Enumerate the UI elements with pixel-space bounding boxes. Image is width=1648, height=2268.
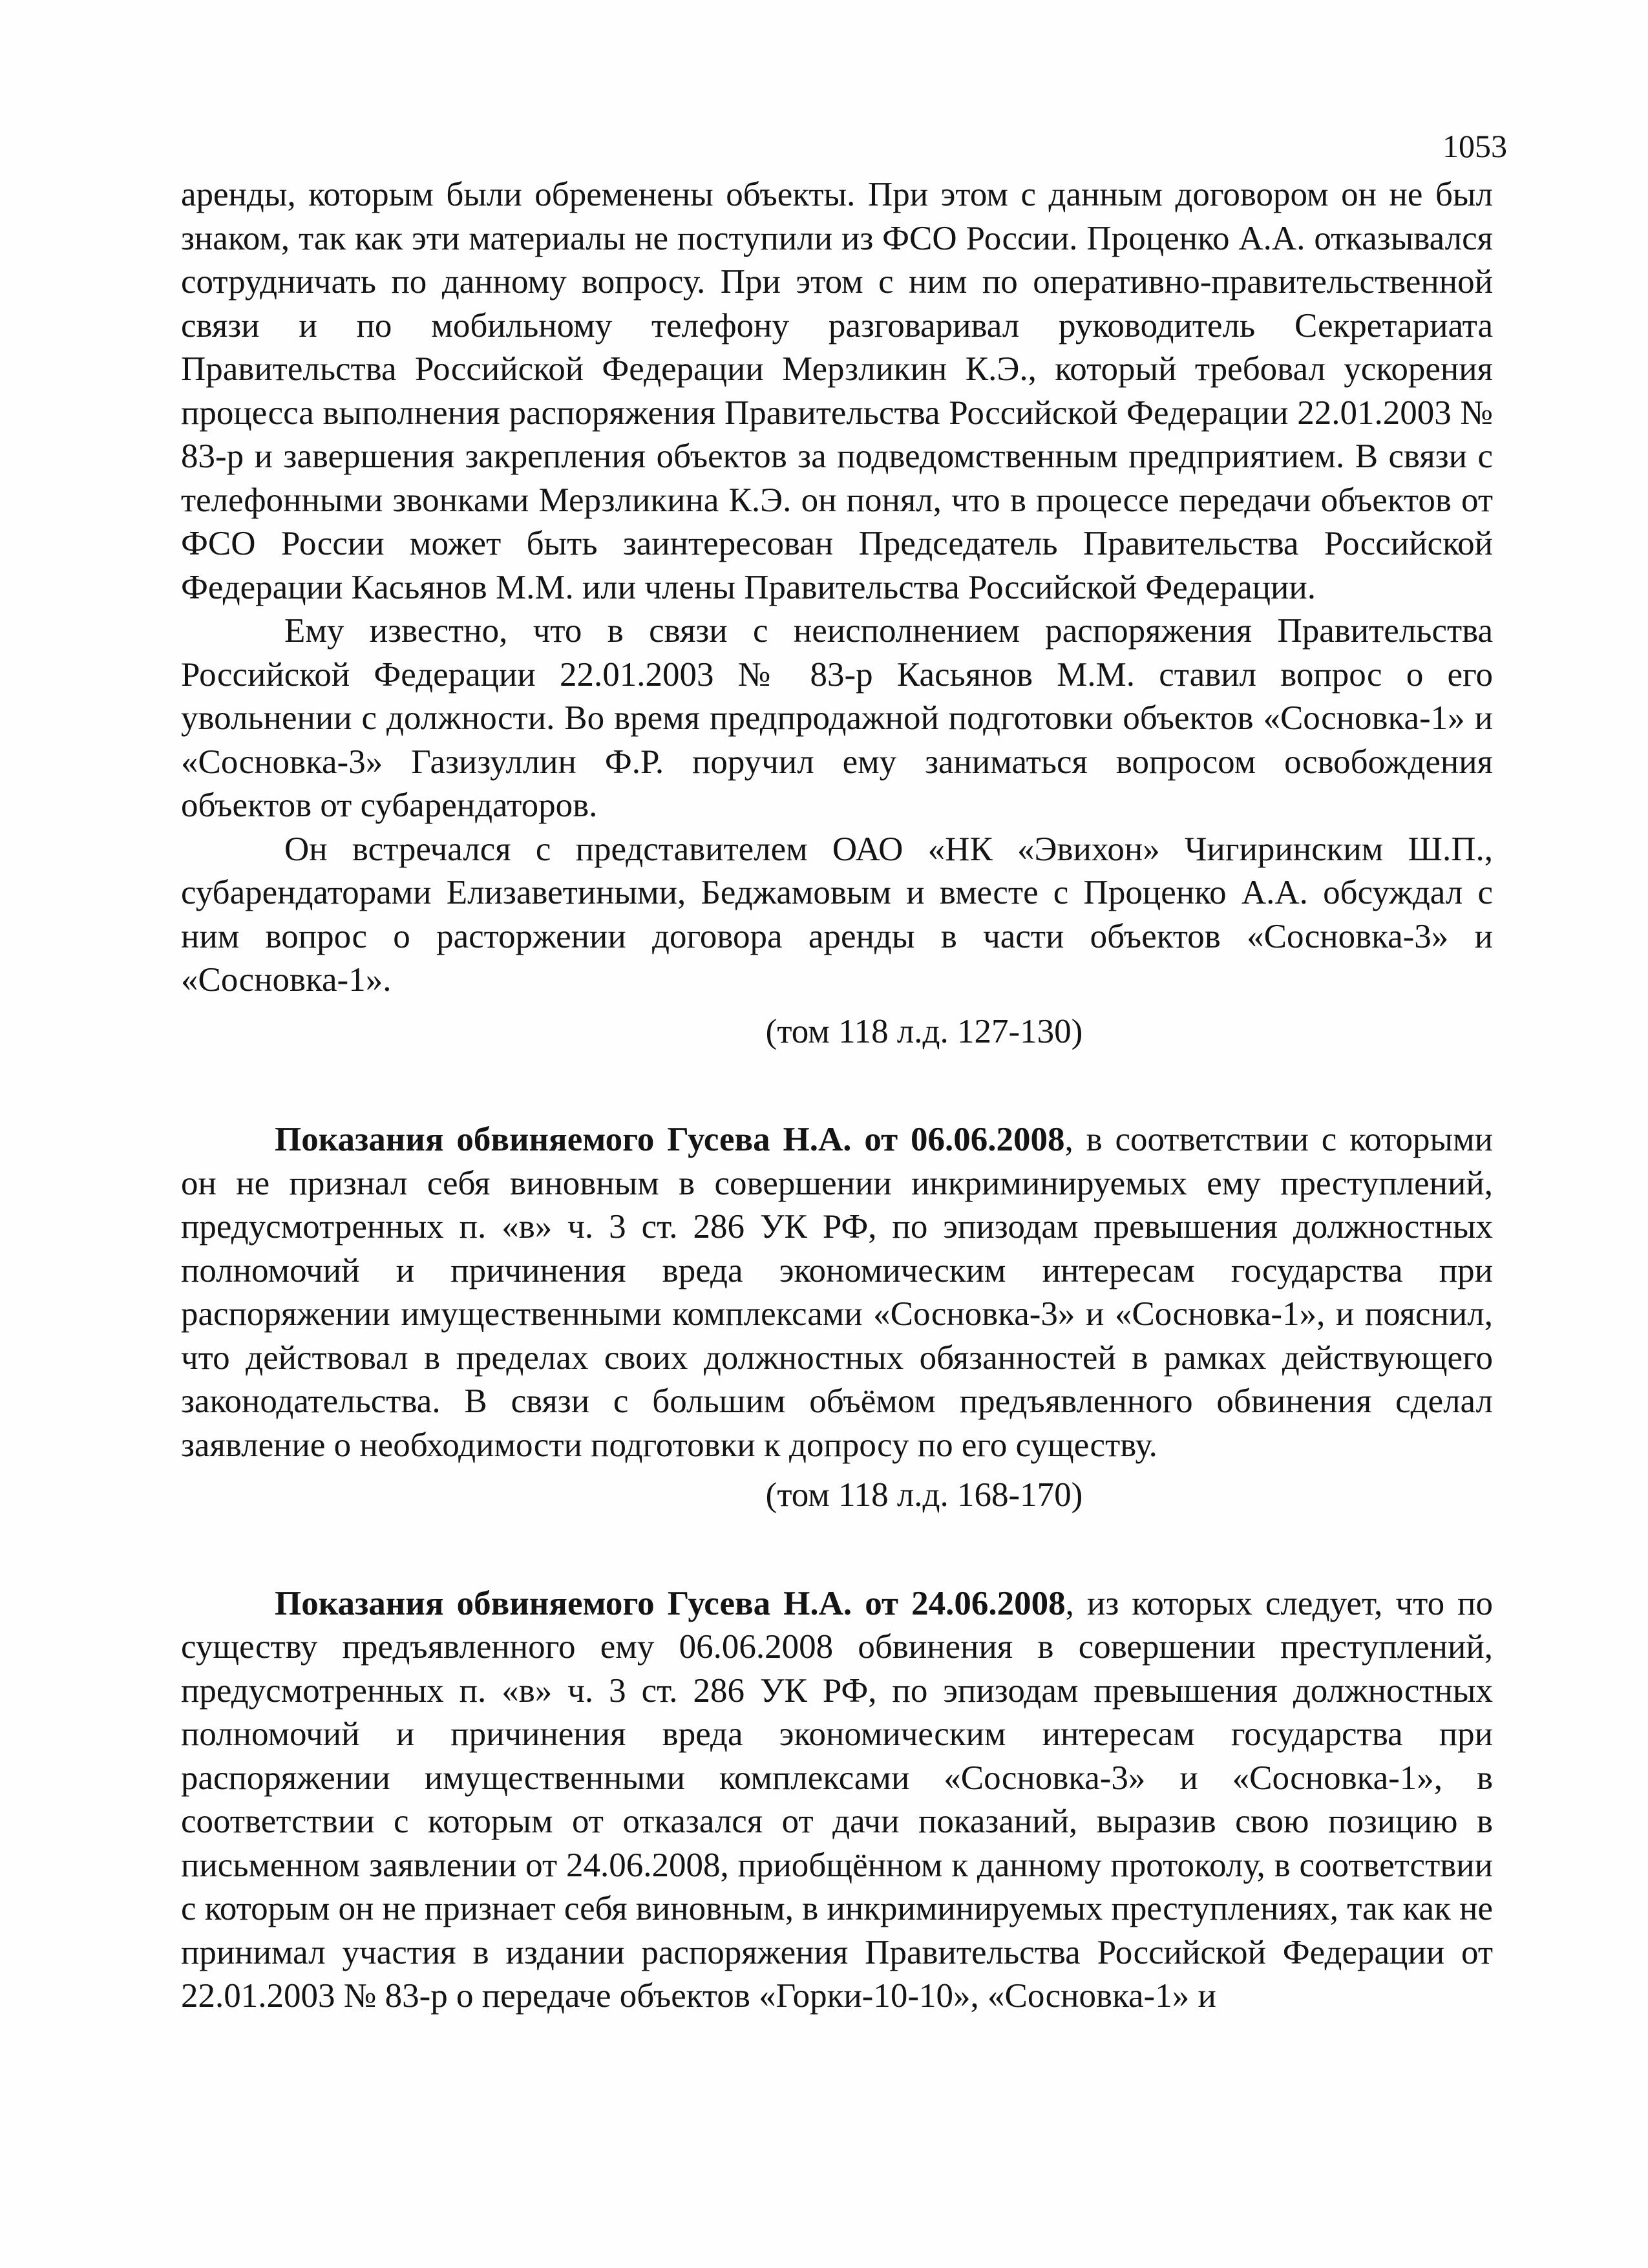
paragraph-meeting: Он встречался с представителем ОАО «НК «Эвихон» Чигиринским Ш.П., субарендаторами Елизаветиными, Беджамовым и вместе с Проценко А.А. обсуждал с ним вопрос о расторжении договора аренды в части объектов «Сосновка-3» и «Сосновка-1». xyxy=(181,830,1493,999)
testimony-1-text: , в соответствии с которыми он не признал себя виновным в совершении инкриминируемых ему преступлений, предусмотренных п. «в» ч. 3 ст. 286 УК РФ, по эпизодам превышения должностных полномочий и причинения вреда экономическим интересам государства при распоряжении имущественными комплексами «Сосновка-3» и «Сосновка-1», и пояснил, что действовал в пределах своих должностных обязанностей в рамках действующего законодательства. В связи с большим объёмом предъявленного обвинения сделал заявление о необходимости подготовки к допросу по его существу. xyxy=(181,1121,1494,1464)
paragraph-continuation: аренды, которым были обременены объекты. При этом с данным договором он не был знаком, так как эти материалы не поступили из ФСО России. Проценко А.А. отказывался сотрудничать по данному вопросу. При этом с ним по оперативно-правительственной связи и по мобильному телефону разговаривал руководитель Секретариата Правительства Российской Федерации Мерзликин К.Э., который требовал ускорения процесса выполнения распоряжения Правительства Российской Федерации 22.01.2003 № 83-р и завершения закрепления объектов за подведомственным предприятием. В связи с телефонными звонками Мерзликина К.Э. он понял, что в процессе передачи объектов от ФСО России может быть заинтересован Председатель Правительства Российской Федерации Касьянов М.М. или члены Правительства Российской Федерации. xyxy=(181,176,1493,606)
testimony-paragraph-1 xyxy=(181,1118,1493,1467)
paragraph-dismissal: Ему известно, что в связи с неисполнением распоряжения Правительства Российской Федерации 22.01.2003 № 83-р Касьянов М.М. ставил вопрос о его увольнении с должности. Во время предпродажной подготовки объектов «Сосновка-1» и «Сосновка-3» Газизуллин Ф.Р. поручил ему заниматься вопросом освобождения объектов от субарендаторов. xyxy=(181,612,1493,824)
testimony-1-heading: Показания обвиняемого Гусева Н.А. от 06.06.2008 xyxy=(275,1121,1065,1158)
source-reference-1: (том 118 л.д. 127-130) xyxy=(765,1012,1083,1050)
section-gap xyxy=(181,1518,1493,1582)
source-reference-2: (том 118 л.д. 168-170) xyxy=(765,1476,1083,1514)
page-number: 1053 xyxy=(1442,128,1507,164)
document-body xyxy=(181,173,1493,2019)
testimony-paragraph-2 xyxy=(181,1582,1493,2019)
testimony-2-text: , из которых следует, что по существу предъявленного ему 06.06.2008 обвинения в совершении преступлений, предусмотренных п. «в» ч. 3 ст. 286 УК РФ, по эпизодам превышения должностных полномочий и причинения вреда экономическим интересам государства при распоряжении имущественными комплексами «Сосновка-3» и «Сосновка-1», в соответствии с которым от отказался от дачи показаний, выразив свою позицию в письменном заявлении от 24.06.2008, приобщённом к данному протоколу, в соответствии с которым он не признает себя виновным, в инкриминируемых преступлениях, так как не принимал участия в издании распоряжения Правительства Российской Федерации от 22.01.2003 № 83-р о передаче объектов «Горки-10-10», «Сосновка-1» и xyxy=(181,1584,1494,2015)
testimony-2-heading: Показания обвиняемого Гусева Н.А. от 24.06.2008 xyxy=(275,1584,1066,1622)
section-gap xyxy=(181,1054,1493,1118)
